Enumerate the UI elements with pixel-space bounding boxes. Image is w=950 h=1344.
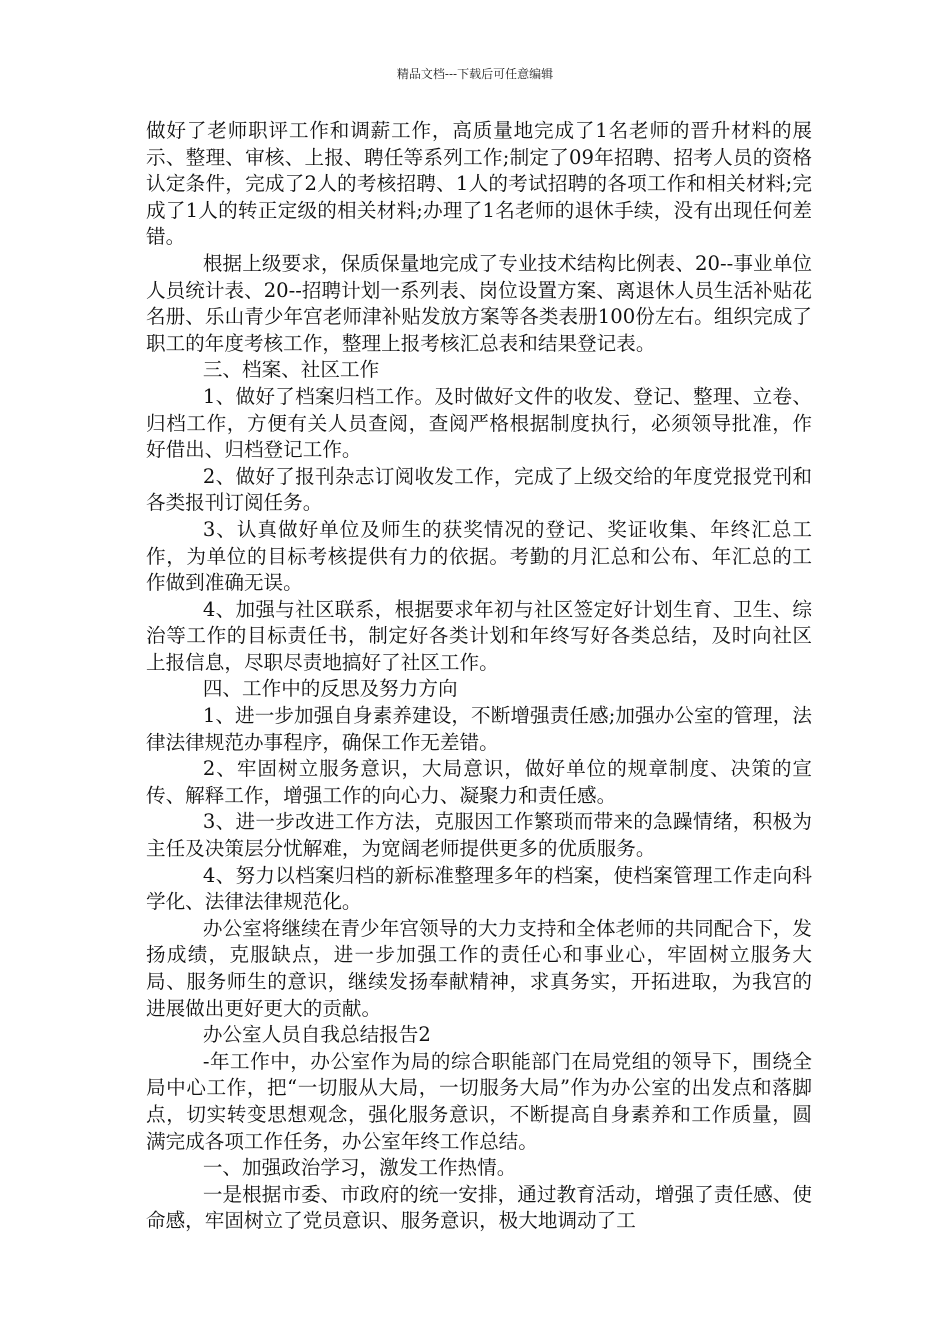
- document-body: [146, 118, 812, 1235]
- page-header-watermark: 精品文档---下载后可任意编辑: [396, 67, 554, 81]
- section-heading: 一、加强政治学习，激发工作热情。: [202, 1156, 517, 1180]
- paragraph: 1、做好了档案归档工作。及时做好文件的收发、登记、整理、立卷、归档工作，方便有关人员查阅，查阅严格根据制度执行，必须领导批准，作好借出、归档登记工作。: [146, 384, 812, 462]
- report-title: 办公室人员自我总结报告2: [202, 1023, 431, 1047]
- section-heading: 四、工作中的反思及努力方向: [202, 677, 458, 701]
- paragraph: 1、进一步加强自身素养建设，不断增强责任感;加强办公室的管理，法律法律规范办事程序，确保工作无差错。: [146, 704, 812, 754]
- paragraph: 4、加强与社区联系，根据要求年初与社区签定好计划生育、卫生、综治等工作的目标责任书，制定好各类计划和年终写好各类总结，及时向社区上报信息，尽职尽责地搞好了社区工作。: [146, 597, 812, 674]
- paragraph: 2、做好了报刊杂志订阅收发工作，完成了上级交给的年度党报党刊和各类报刊订阅任务。: [146, 464, 812, 515]
- paragraph: 做好了老师职评工作和调薪工作，高质量地完成了1名老师的晋升材料的展示、整理、审核、上报、聘任等系列工作;制定了09年招聘、招考人员的资格认定条件，完成了2人的考核招聘、1人的考试招聘的各项工作和相关材料;完成了1人的转正定级的相关材料;办理了1名老师的退休手续，没有出现任何差错。: [146, 119, 812, 249]
- paragraph: 根据上级要求，保质保量地完成了专业技术结构比例表、20--事业单位人员统计表、20--招聘计划一系列表、岗位设置方案、离退休人员生活补贴花名册、乐山青少年宫老师津补贴发放方案等各类表册100份左右。组织完成了职工的年度考核工作，整理上报考核汇总表和结果登记表。: [146, 251, 812, 355]
- paragraph: 3、认真做好单位及师生的获奖情况的登记、奖证收集、年终汇总工作，为单位的目标考核提供有力的依据。考勤的月汇总和公布、年汇总的工作做到准确无误。: [146, 517, 812, 595]
- paragraph: 办公室将继续在青少年宫领导的大力支持和全体老师的共同配合下，发扬成绩，克服缺点，进一步加强工作的责任心和事业心，牢固树立服务大局、服务师生的意识，继续发扬奉献精神，求真务实，开拓进取，为我宫的进展做出更好更大的贡献。: [146, 916, 812, 1020]
- paragraph: 4、努力以档案归档的新标准整理多年的档案，使档案管理工作走向科学化、法律法律规范化。: [146, 863, 812, 914]
- paragraph: 3、进一步改进工作方法，克服因工作繁琐而带来的急躁情绪，积极为主任及决策层分忧解难，为宽阔老师提供更多的优质服务。: [146, 810, 812, 861]
- section-heading: 三、档案、社区工作: [202, 358, 380, 382]
- paragraph: -年工作中，办公室作为局的综合职能部门在局党组的领导下，围绕全局中心工作，把“一切服从大局，一切服务大局”作为办公室的出发点和落脚点，切实转变思想观念，强化服务意识，不断提高自身素养和工作质量，圆满完成各项工作任务，办公室年终工作总结。: [146, 1049, 812, 1153]
- paragraph: 一是根据市委、市政府的统一安排，通过教育活动，增强了责任感、使命感，牢固树立了党员意识、服务意识，极大地调动了工: [146, 1182, 812, 1233]
- paragraph: 2、牢固树立服务意识，大局意识，做好单位的规章制度、决策的宣传、解释工作，增强工作的向心力、凝聚力和责任感。: [146, 757, 812, 807]
